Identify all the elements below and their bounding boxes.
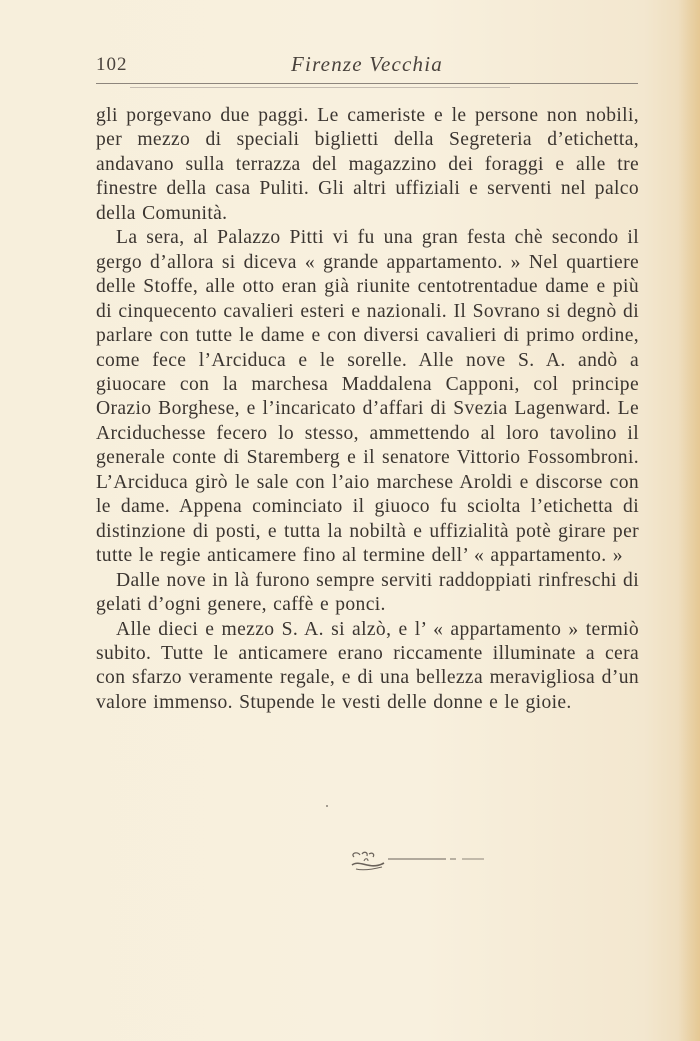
header-rule-thin [130, 87, 510, 88]
tailpiece-flourish-icon [338, 845, 490, 875]
paragraph-4: Alle dieci e mezzo S. A. si alzò, e l’ « appartamento » termiò subito. Tutte le anticamere erano riccamente illuminate a cera con sfarzo veramente regale, e di una bellezza meravigliosa d’un valore immenso. Stupende le vesti delle donne e le gioie. [96, 618, 639, 713]
running-title: Firenze Vecchia [291, 52, 443, 76]
header-rule [96, 83, 638, 84]
paragraph-1: gli porgevano due paggi. Le cameriste e le persone non nobili, per mezzo di speciali biglietti della Segreteria d’etichetta, andavano sulla terrazza del magazzino dei foraggi e alle tre finestre della casa Puliti. Gli altri uffiziali e serventi nel palco della Comunità. [96, 105, 639, 224]
ink-speck [326, 805, 328, 807]
paragraph-2: La sera, al Palazzo Pitti vi fu una gran festa chè secondo il gergo d’allora si diceva « grande appartamento. » Nel quartiere delle Stoffe, alle otto eran già riunite centotrentadue dame e più di cinquecento cavalieri esteri e nazionali. Il Sovrano si degnò di parlare con tutte le dame e con diversi cavalieri di primo ordine, come fece l’Arciduca e le sorelle. Alle nove S. A. andò a giuocare con la marchesa Maddalena Capponi, col principe Orazio Borghese, e l’incaricato d’affari di Svezia Lagenward. Le Arciduchesse fecero lo stesso, ammettendo al loro tavolino il generale conte di Staremberg e il senatore Vittorio Fossombroni. L’Arciduca girò le sale con l’aio marchese Aroldi e discorse con le dame. Appena cominciato il giuoco fu sciolta l’etichetta di distinzione di posti, e tutta la nobiltà e uffizialità potè girare per tutte le regie anticamere fino al termine dell’ « appartamento. » [96, 227, 639, 567]
body-text [96, 104, 639, 715]
page-header [96, 54, 638, 80]
page-number: 102 [96, 54, 128, 75]
page-edge-shadow [678, 0, 700, 1041]
paragraph-3: Dalle nove in là furono sempre serviti raddoppiati rinfreschi di gelati d’ogni genere, caffè e ponci. [96, 569, 639, 616]
